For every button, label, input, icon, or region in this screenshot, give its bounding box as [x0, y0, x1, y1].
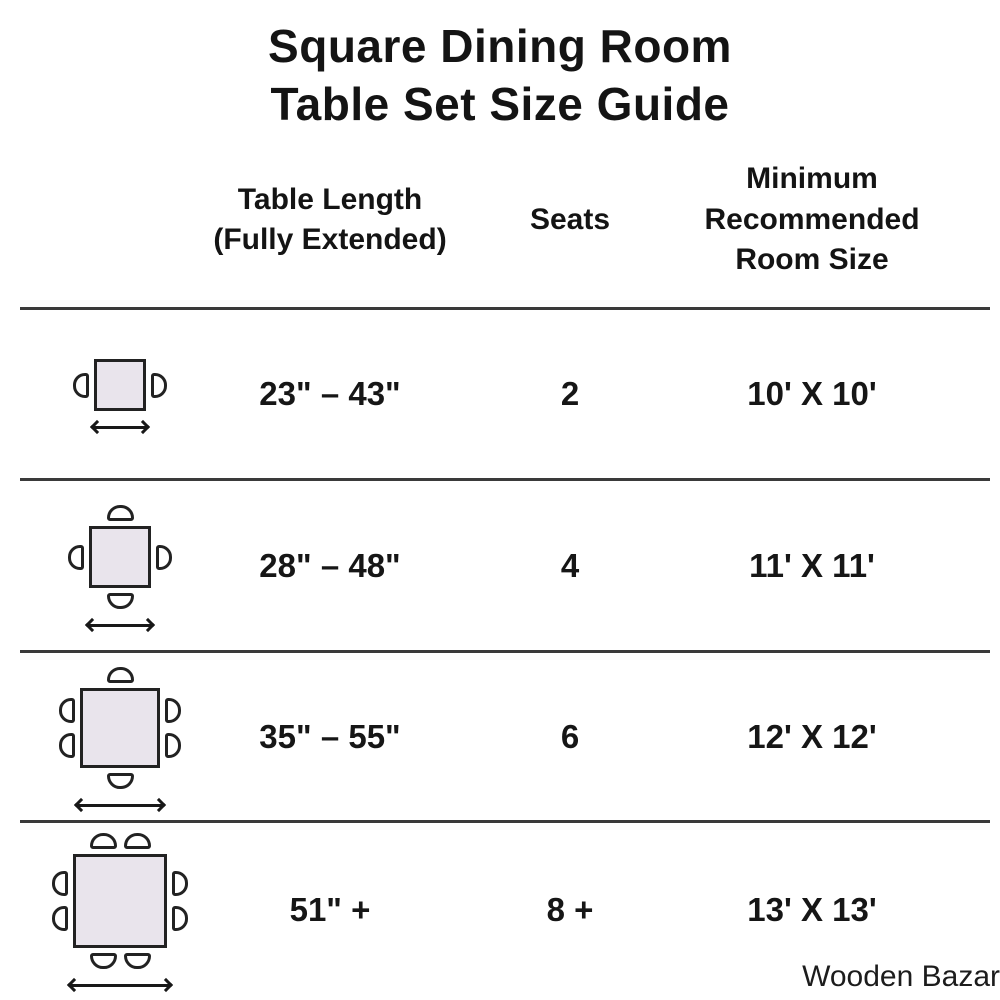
width-arrow-icon [69, 984, 171, 987]
left-chairs [73, 373, 89, 398]
room-size-value: 13' X 13' [747, 891, 877, 928]
column-header-table-length [213, 180, 446, 261]
left-chairs [59, 698, 75, 758]
chair-icon [124, 833, 151, 849]
table-length-value: 28" – 48" [259, 547, 401, 584]
table-and-side-chairs [59, 688, 181, 768]
square-table-4-seats [68, 505, 172, 627]
table-row [0, 310, 1000, 478]
column-header-room-size [704, 159, 919, 281]
table-and-side-chairs [68, 526, 172, 588]
chair-icon [52, 871, 68, 896]
chair-icon [68, 545, 84, 570]
right-chairs [151, 373, 167, 398]
watermark: Wooden Bazar [802, 960, 1000, 993]
chair-icon [151, 373, 167, 398]
column-header-seats: Seats [529, 202, 611, 236]
chair-icon [165, 698, 181, 723]
bottom-chairs [107, 773, 134, 789]
table-top [80, 688, 160, 768]
chair-icon [90, 833, 117, 849]
column-header-room-size-line2: Recommended [704, 202, 920, 236]
divider-line [20, 478, 990, 481]
chair-icon [172, 906, 188, 931]
page-title [0, 18, 1000, 134]
left-chairs [52, 871, 68, 931]
table-row [0, 654, 1000, 820]
chair-icon [107, 667, 134, 683]
width-arrow-icon [92, 426, 148, 429]
square-table-6-seats [59, 667, 181, 807]
chair-icon [52, 906, 68, 931]
seats-value: 4 [560, 547, 580, 584]
table-length-value: 23" – 43" [259, 375, 401, 412]
chair-icon [124, 953, 151, 969]
seats-value: 6 [560, 718, 580, 755]
chair-icon [90, 953, 117, 969]
top-chairs [90, 833, 151, 849]
top-chairs [107, 505, 134, 521]
table-top [89, 526, 151, 588]
chair-icon [165, 733, 181, 758]
chair-icon [107, 505, 134, 521]
chair-icon [172, 871, 188, 896]
top-chairs [107, 667, 134, 683]
table-and-side-chairs [52, 854, 188, 948]
table-length-value: 35" – 55" [259, 718, 401, 755]
right-chairs [165, 698, 181, 758]
column-header-table-length-line1: Table Length [237, 182, 423, 216]
table-row [0, 482, 1000, 650]
page-title-line2: Table Set Size Guide [270, 77, 730, 130]
room-size-value: 11' X 11' [749, 547, 875, 584]
column-header-table-length-line2: (Fully Extended) [213, 223, 447, 256]
bottom-chairs [107, 593, 134, 609]
room-size-value: 12' X 12' [747, 718, 877, 755]
chair-icon [59, 698, 75, 723]
chair-icon [73, 373, 89, 398]
left-chairs [68, 545, 84, 570]
seats-value: 8 + [546, 891, 594, 928]
column-header-room-size-line1: Minimum [746, 162, 878, 196]
chair-icon [59, 733, 75, 758]
table-header [0, 158, 1000, 282]
column-header-room-size-line3: Room Size [735, 243, 889, 277]
divider-line [20, 820, 990, 823]
chair-icon [156, 545, 172, 570]
divider-line [20, 650, 990, 653]
right-chairs [156, 545, 172, 570]
square-table-2-seats [73, 359, 167, 429]
bottom-chairs [90, 953, 151, 969]
table-length-value: 51" + [289, 891, 371, 928]
page-title-line1: Square Dining Room [268, 20, 732, 72]
square-table-8-seats [52, 833, 188, 987]
seats-value: 2 [560, 375, 580, 412]
table-and-side-chairs [73, 359, 167, 411]
table-top [94, 359, 146, 411]
table-top [73, 854, 167, 948]
room-size-value: 10' X 10' [747, 375, 877, 412]
chair-icon [107, 773, 134, 789]
width-arrow-icon [76, 804, 164, 807]
right-chairs [172, 871, 188, 931]
width-arrow-icon [87, 624, 153, 627]
chair-icon [107, 593, 134, 609]
